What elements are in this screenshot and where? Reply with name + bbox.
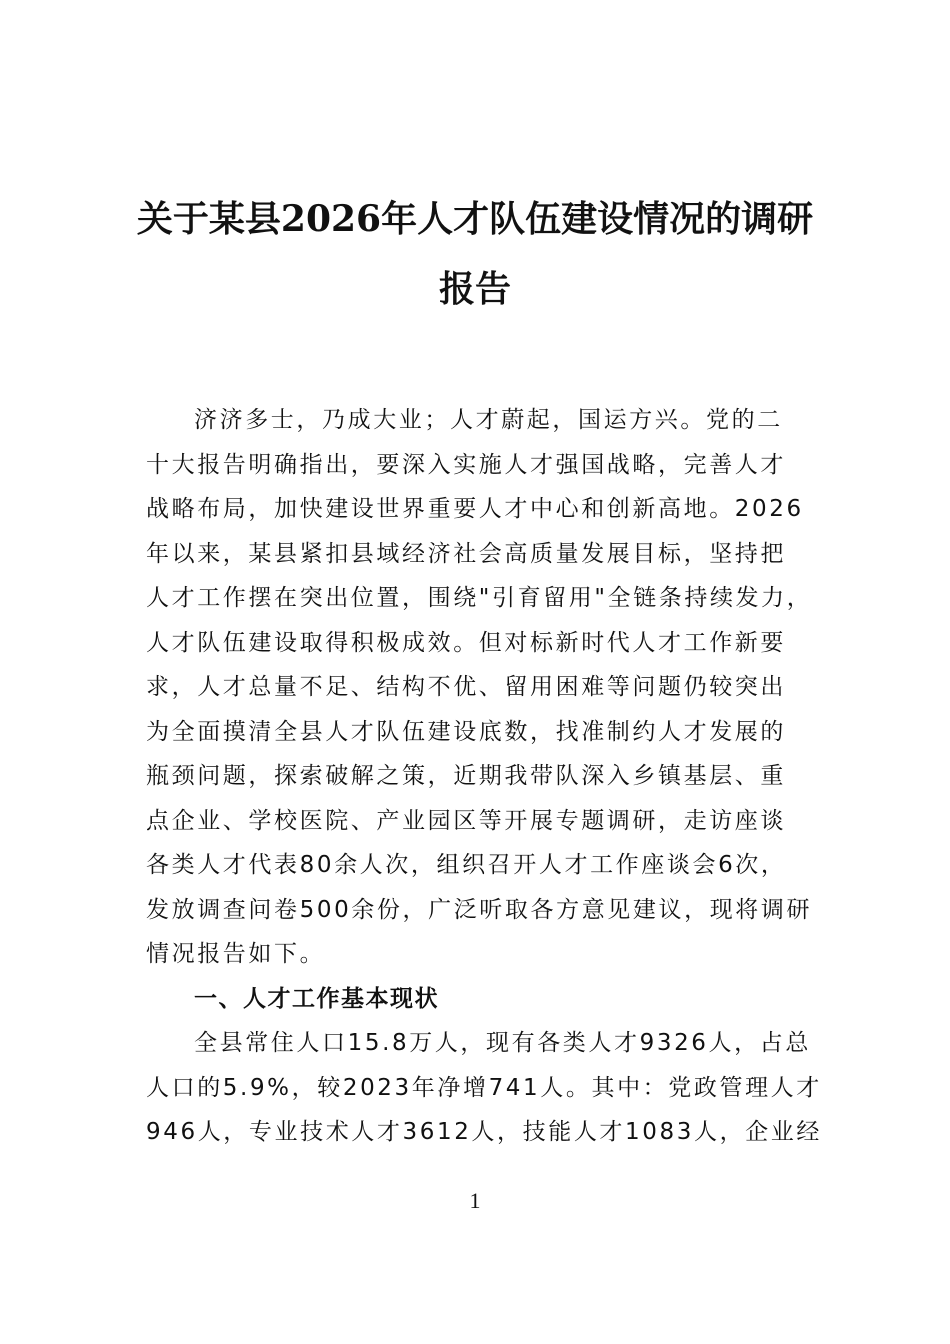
intro-line: 济济多士，乃成大业；人才蔚起，国运方兴。党的二 bbox=[194, 407, 783, 433]
intro-line: 瓶颈问题，探索破解之策，近期我带队深入乡镇基层、重 bbox=[146, 763, 786, 789]
intro-line: 各类人才代表80余人次，组织召开人才工作座谈会6次， bbox=[146, 852, 787, 878]
section-1-line: 946人，专业技术人才3612人，技能人才1083人，企业经 bbox=[146, 1119, 822, 1145]
section-heading-1: 一、人才工作基本现状 bbox=[194, 985, 439, 1012]
intro-line: 点企业、学校医院、产业园区等开展专题调研，走访座谈 bbox=[146, 807, 786, 834]
intro-line: 情况报告如下。 bbox=[146, 941, 326, 967]
intro-line: 年以来，某县紧扣县域经济社会高质量发展目标，坚持把 bbox=[146, 540, 786, 567]
report-title-line-1: 关于某县2026年人才队伍建设情况的调研 bbox=[136, 198, 814, 240]
page-number: 1 bbox=[469, 1188, 481, 1213]
intro-line: 人才工作摆在突出位置，围绕"引育留用"全链条持续发力， bbox=[146, 585, 813, 611]
intro-line: 战略布局，加快建设世界重要人才中心和创新高地。2026 bbox=[146, 496, 804, 522]
report-title-line-2: 报告 bbox=[438, 268, 511, 310]
section-1-line: 人口的5.9%，较2023年净增741人。其中：党政管理人才 bbox=[146, 1074, 822, 1101]
intro-line: 人才队伍建设取得积极成效。但对标新时代人才工作新要 bbox=[146, 629, 786, 656]
intro-line: 十大报告明确指出，要深入实施人才强国战略，完善人才 bbox=[146, 451, 786, 478]
report-body bbox=[146, 398, 822, 1155]
intro-line: 为全面摸清全县人才队伍建设底数，找准制约人才发展的 bbox=[146, 718, 786, 745]
section-1-line: 全县常住人口15.8万人，现有各类人才9326人，占总 bbox=[194, 1030, 811, 1056]
intro-line: 求，人才总量不足、结构不优、留用困难等问题仍较突出 bbox=[146, 674, 786, 700]
intro-line: 发放调查问卷500余份，广泛听取各方意见建议，现将调研 bbox=[146, 896, 813, 923]
